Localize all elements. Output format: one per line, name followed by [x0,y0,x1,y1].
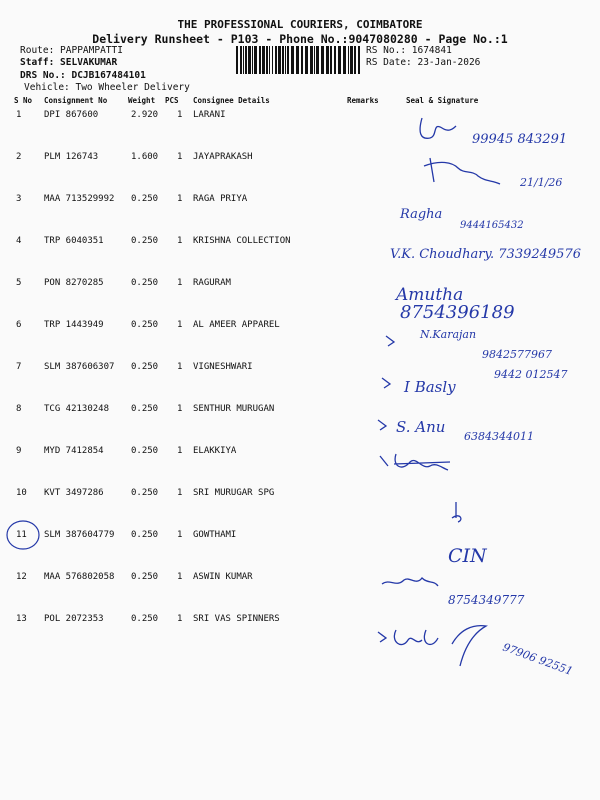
row-12-consignment: MAA 576802058 [44,572,115,582]
row-11-pcs: 1 [177,530,183,540]
row-1-consignment: DPI 867600 [44,110,99,120]
row-3-consignment: MAA 713529992 [44,194,115,204]
barcode [236,46,362,74]
signature-3-name: Ragha [400,207,443,222]
signature-area [360,110,600,700]
signature-8-phone: 6384344011 [464,430,534,443]
signature-7-name: I Basly [404,378,456,396]
signature-8-name: S. Anu [396,418,446,436]
row-10-consignment: KVT 3497286 [44,488,104,498]
row-5-weight: 0.250 [131,278,159,288]
row-10-consignee: SRI MURUGAR SPG [193,488,275,498]
row-7-consignment: SLM 387606307 [44,362,115,372]
col-sno: S No [14,96,33,105]
col-consignee: Consignee Details [193,96,270,105]
row-3-consignee: RAGA PRIYA [193,194,248,204]
row-12-consignee: ASWIN KUMAR [193,572,253,582]
col-pcs: PCS [165,96,179,105]
signature-7-mark [382,378,390,388]
signature-6-mark [386,336,394,346]
row-1-weight: 2.920 [131,110,159,120]
row-13-sno: 13 [16,614,27,624]
row-5-pcs: 1 [177,278,183,288]
row-6-consignment: TRP 1443949 [44,320,104,330]
row-4-weight: 0.250 [131,236,159,246]
row-6-pcs: 1 [177,320,183,330]
signature-9-scribble [380,454,450,470]
row-10-pcs: 1 [177,488,183,498]
signature-4-text: V.K. Choudhary. 7339249576 [390,247,581,262]
row-10-weight: 0.250 [131,488,159,498]
signature-12-phone: 8754349777 [448,593,525,607]
row-7-pcs: 1 [177,362,183,372]
signature-2-scribble [424,158,500,184]
row-8-sno: 8 [16,404,22,414]
signature-3-phone: 9444165432 [460,220,524,231]
row-3-pcs: 1 [177,194,183,204]
row-11-consignment: SLM 387604779 [44,530,115,540]
row-12-weight: 0.250 [131,572,159,582]
signature-5-name: Amutha [396,285,464,305]
signature-13-scribble [378,626,486,666]
row-6-weight: 0.250 [131,320,159,330]
rs-number: RS No.: 1674841 [366,45,452,56]
row-11-sno: 11 [16,530,27,540]
col-seal: Seal & Signature [406,96,479,105]
row-8-consignee: SENTHUR MURUGAN [193,404,275,414]
row-8-weight: 0.250 [131,404,159,414]
row-10-sno: 10 [16,488,27,498]
vehicle-label: Vehicle: Two Wheeler Delivery [24,82,190,93]
signature-6-name: N.Karajan [420,328,477,341]
staff-label: Staff: SELVAKUMAR [20,57,118,68]
signature-5-phone: 8754396189 [400,302,515,323]
row-9-weight: 0.250 [131,446,159,456]
row-12-sno: 12 [16,572,27,582]
signature-12-scribble [382,578,438,586]
signature-10-scribble [452,502,461,522]
col-remarks: Remarks [347,96,379,105]
signature-1-scribble [420,118,456,138]
signature-6-phone: 9842577967 [482,348,552,361]
row-2-weight: 1.600 [131,152,159,162]
row-11-consignee: GOWTHAMI [193,530,237,540]
signature-2-date: 21/1/26 [520,176,563,189]
row-9-sno: 9 [16,446,22,456]
row-8-consignment: TCG 42130248 [44,404,110,414]
row-11-circle-mark [4,518,42,552]
row-13-weight: 0.250 [131,614,159,624]
row-4-consignment: TRP 6040351 [44,236,104,246]
row-4-pcs: 1 [177,236,183,246]
row-9-consignee: ELAKKIYA [193,446,237,456]
drs-label: DRS No.: DCJB167484101 [20,70,146,81]
signature-13-phone: 97906 92551 [500,640,575,678]
row-1-pcs: 1 [177,110,183,120]
rs-date: RS Date: 23-Jan-2026 [366,57,481,68]
row-3-sno: 3 [16,194,22,204]
row-9-pcs: 1 [177,446,183,456]
row-12-pcs: 1 [177,572,183,582]
row-9-consignment: MYD 7412854 [44,446,104,456]
row-2-sno: 2 [16,152,22,162]
signature-1-phone: 99945 843291 [472,132,568,147]
row-8-pcs: 1 [177,404,183,414]
row-4-sno: 4 [16,236,22,246]
row-5-sno: 5 [16,278,22,288]
runsheet-title: Delivery Runsheet - P103 - Phone No.:9047080280 - Page No.:1 [92,32,508,46]
row-7-weight: 0.250 [131,362,159,372]
row-3-weight: 0.250 [131,194,159,204]
col-consignment: Consignment No [44,96,108,105]
signature-8-mark [378,420,386,430]
row-7-sno: 7 [16,362,22,372]
signature-7-phone: 9442 012547 [494,368,568,381]
row-6-sno: 6 [16,320,22,330]
company-title: THE PROFESSIONAL COURIERS, COIMBATORE [177,18,423,31]
row-13-consignment: POL 2072353 [44,614,104,624]
row-5-consignee: RAGURAM [193,278,231,288]
row-5-consignment: PON 8270285 [44,278,104,288]
row-13-consignee: SRI VAS SPINNERS [193,614,280,624]
row-2-pcs: 1 [177,152,183,162]
row-4-consignee: KRISHNA COLLECTION [193,236,291,246]
row-1-consignee: LARANI [193,110,226,120]
signature-11-mark: CIN [448,545,487,567]
row-13-pcs: 1 [177,614,183,624]
row-11-weight: 0.250 [131,530,159,540]
route-label: Route: PAPPAMPATTI [20,45,123,56]
col-weight: Weight [128,96,156,105]
row-7-consignee: VIGNESHWARI [193,362,253,372]
row-2-consignment: PLM 126743 [44,152,99,162]
row-1-sno: 1 [16,110,22,120]
row-2-consignee: JAYAPRAKASH [193,152,253,162]
row-6-consignee: AL AMEER APPAREL [193,320,280,330]
